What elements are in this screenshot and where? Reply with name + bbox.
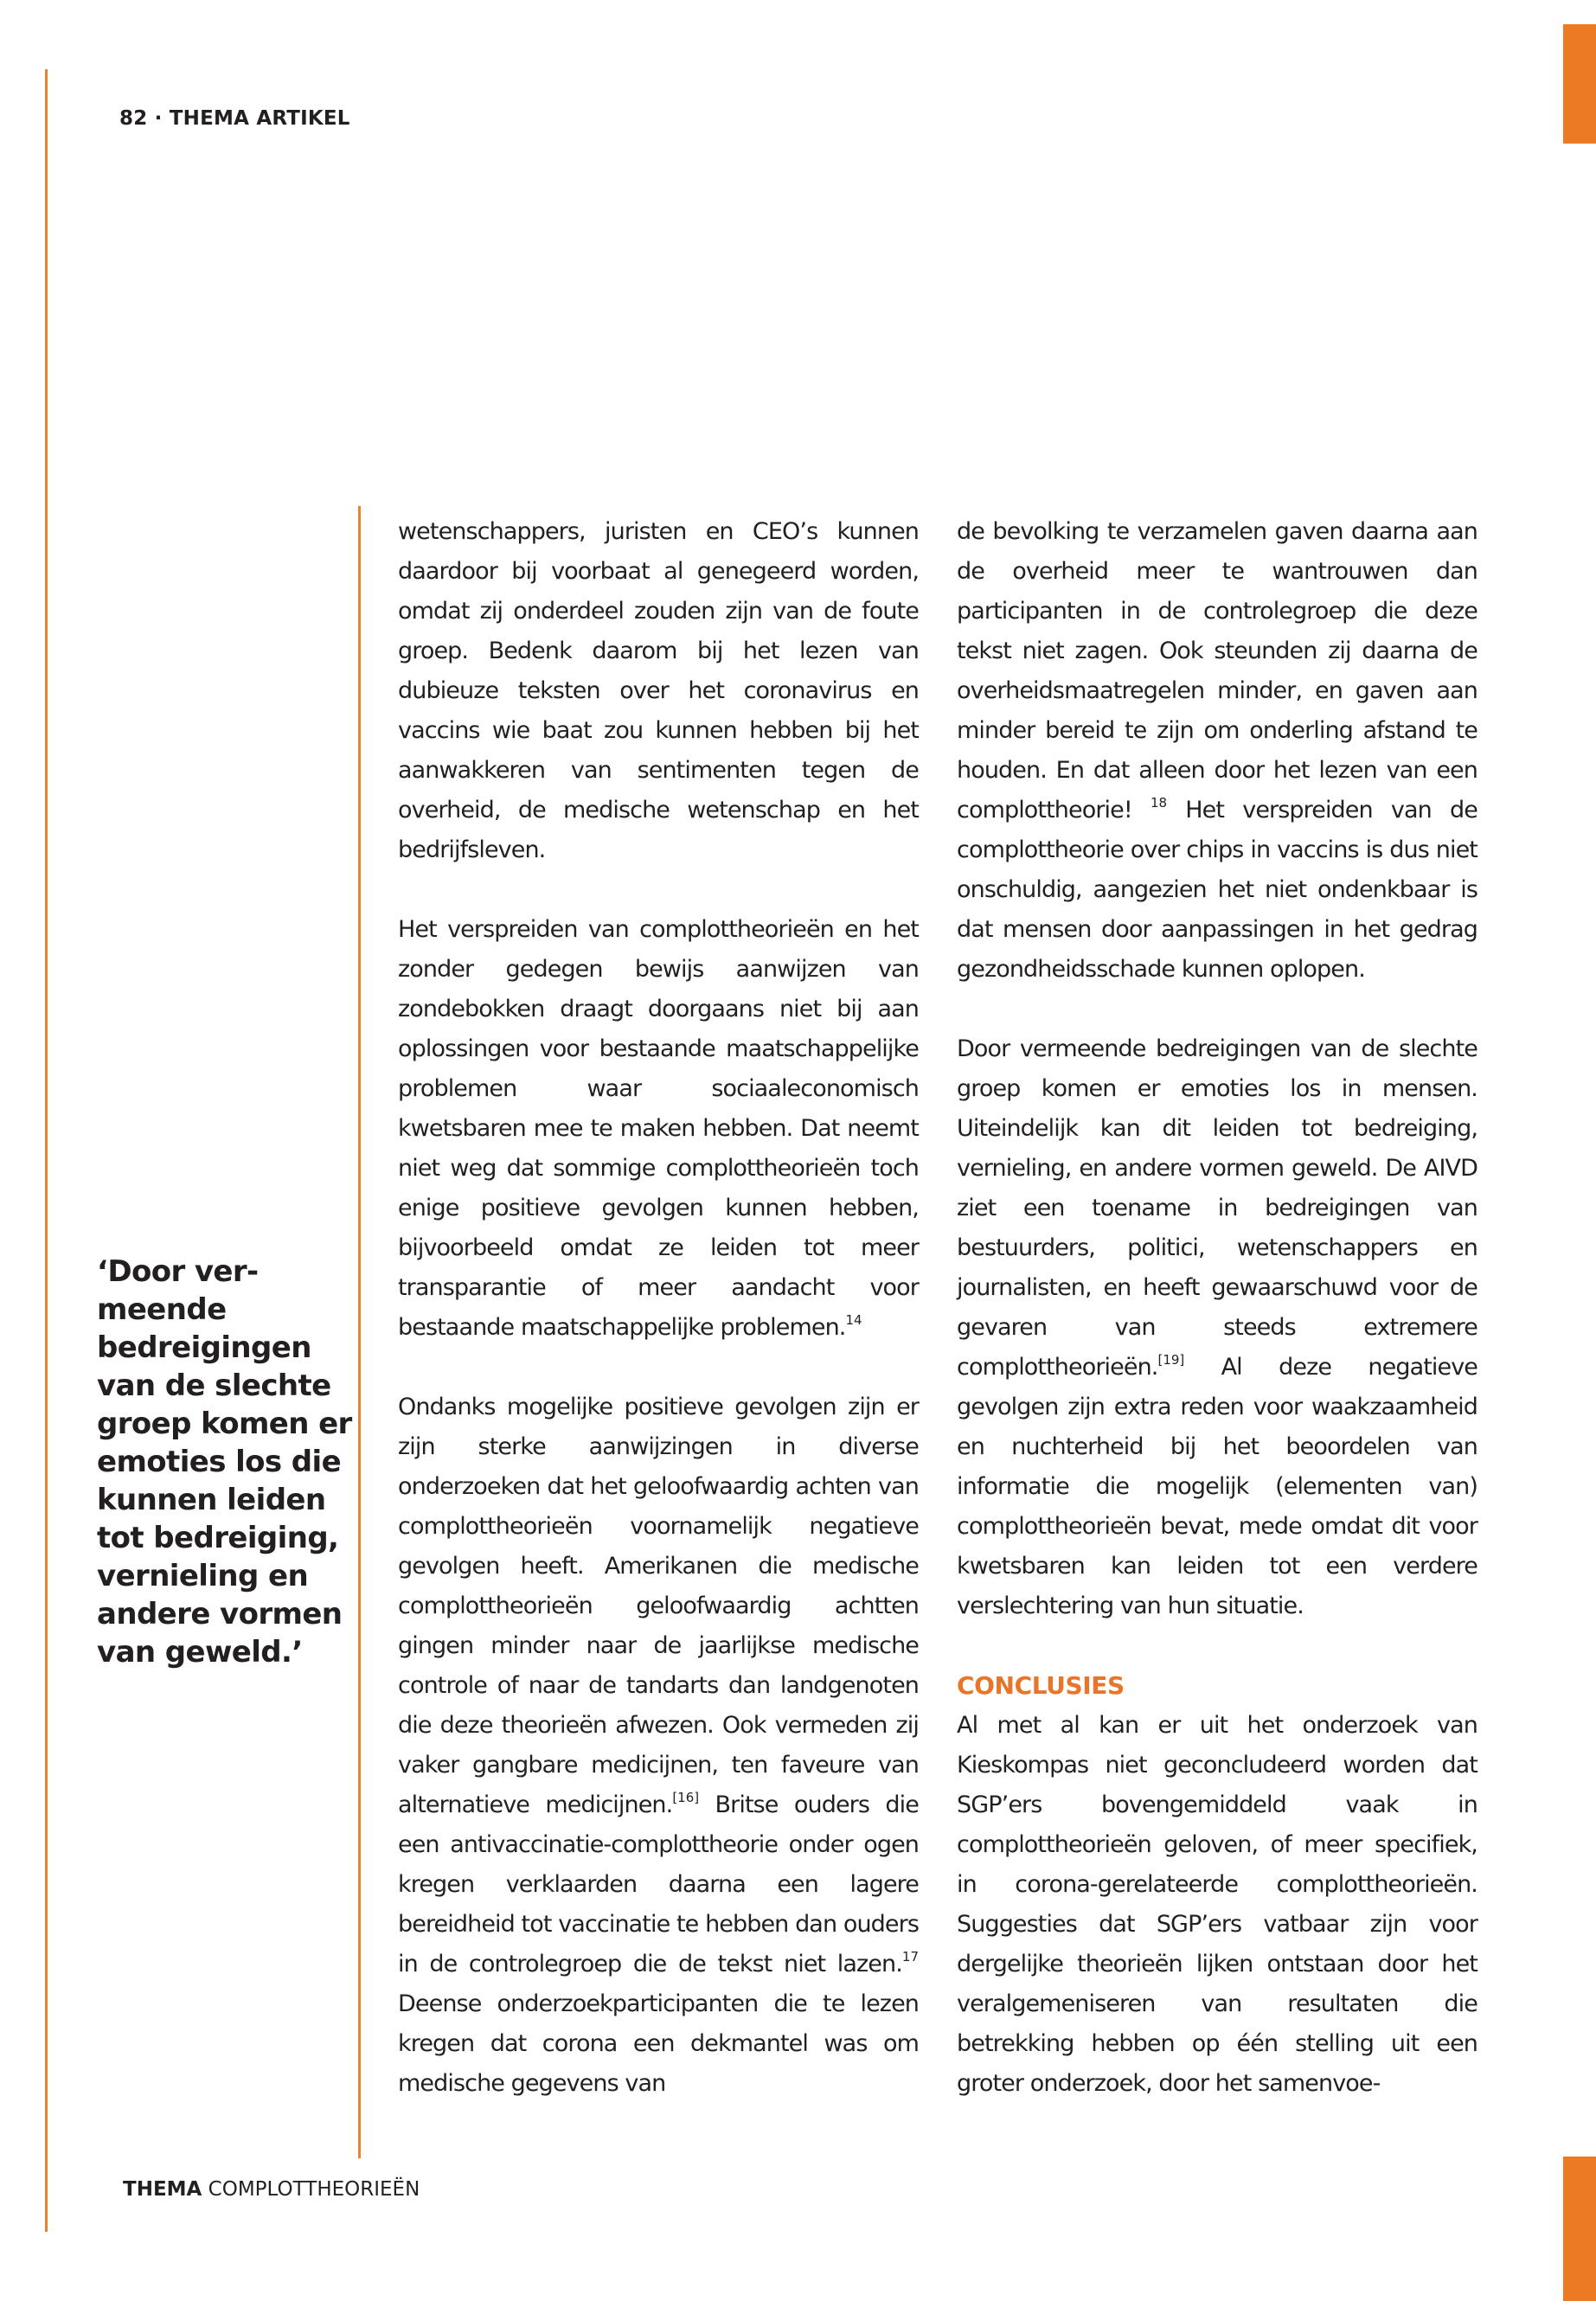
paragraph: de bevolking te verzamelen gaven daarna aan de overheid meer te wantrouwen dan participanten in de controlegroep die deze tekst niet zagen. Ook steunden zij daarna de overheidsmaatregelen minder, en gaven aan minder bereid te zijn om onderling afstand te houden. En dat alleen door het lezen van een complottheorie! $^{18}$ Het verspreiden van de complottheorie over chips in vaccins is dus niet onschuldig, aangezien het niet ondenkbaar is dat mensen door aanpassingen in het gedrag gezondheidsschade kunnen oplopen. — [957, 518, 1477, 983]
column-divider-rule — [358, 506, 361, 2158]
footnote-ref: [16] — [672, 1790, 700, 1805]
footnote-ref: [19] — [1157, 1352, 1185, 1368]
footer-bold: THEMA — [123, 2178, 202, 2201]
page-number: 82 — [119, 107, 148, 130]
section-label: THEMA ARTIKEL — [169, 107, 350, 130]
paragraph: Het verspreiden van complottheorieën en het zonder gedegen bewijs aanwijzen van zondebokken draagt doorgaans niet bij aan oplossingen voor bestaande maatschappelijke problemen waar sociaaleconomisch kwetsbaren mee te maken hebben. Dat neemt niet weg dat sommige complottheorieën toch enige positieve gevolgen kunnen hebben, bijvoorbeeld omdat ze leiden tot meer transparantie of meer aandacht voor bestaande maatschappelijke problemen.$^{14}$ — [398, 916, 919, 1341]
left-margin-rule — [45, 69, 48, 2232]
text-column-right — [957, 512, 1477, 2104]
paragraph: wetenschappers, juristen en CEO’s kunnen daardoor bij voorbaat al genegeerd worden, omdat zij onderdeel zouden zijn van de foute groep. Bedenk daarom bij het lezen van dubieuze teksten over het coronavirus en vaccins wie baat zou kunnen hebben bij het aanwakkeren van sentimenten tegen de overheid, de medische wetenschap en het bedrijfsleven. — [398, 518, 919, 863]
footnote-ref: 18 — [1150, 795, 1168, 811]
footnote-ref: 14 — [845, 1312, 862, 1328]
section-heading: CONCLUSIES — [957, 1671, 1125, 1700]
top-edge-tab — [1563, 24, 1596, 144]
footnote-ref: 17 — [901, 1949, 919, 1965]
footer-title: COMPLOTTHEORIEËN — [202, 2178, 420, 2201]
header-separator: · — [154, 107, 163, 130]
running-footer — [123, 2178, 420, 2201]
bottom-edge-tab — [1563, 2157, 1596, 2301]
running-header — [119, 107, 350, 130]
paragraph: Ondanks mogelijke positieve gevolgen zijn er zijn sterke aanwijzingen in diverse onderzoeken dat het geloofwaardig achten van complottheorieën voornamelijk negatieve gevolgen heeft. Amerikanen die medische complottheorieën geloofwaardig achtten gingen minder naar de jaarlijkse medische controle of naar de tandarts dan landgenoten die deze theorieën afwezen. Ook vermeden zij vaker gangbare medicijnen, ten faveure van alternatieve medicijnen.[16] Britse ouders die een antivaccinatie-complottheorie onder ogen kregen verklaarden daarna een lagere bereidheid tot vaccinatie te hebben dan ouders in de controlegroep die de tekst niet lazen.$^{17}$ Deense onderzoekparticipanten die te lezen kregen dat corona een dekmantel was om medische gegevens van — [398, 1394, 919, 2097]
pull-quote: ‘Door ver-meende bedreigingen van de slechte groep komen er emoties los die kunnen leiden tot bedreiging, vernieling en andere vormen van geweld.’ — [97, 1254, 352, 1670]
paragraph: Door vermeende bedreigingen van de slechte groep komen er emoties los in mensen. Uiteindelijk kan dit leiden tot bedreiging, vernieling, en andere vormen geweld. De AIVD ziet een toename in bedreigingen van bestuurders, politici, wetenschappers en journalisten, en heeft gewaarschuwd voor de gevaren van steeds extremere complottheorieën.[19] Al deze negatieve gevolgen zijn extra reden voor waakzaamheid en nuchterheid bij het beoordelen van informatie die mogelijk (elementen van) complottheorieën bevat, mede omdat dit voor kwetsbaren kan leiden tot een verdere verslechtering van hun situatie. — [957, 1035, 1477, 1619]
paragraph: Al met al kan er uit het onderzoek van Kieskompas niet geconcludeerd worden dat SGP’ers bovengemiddeld vaak in complottheorieën geloven, of meer specifiek, in corona-gerelateerde complottheorieën. Suggesties dat SGP’ers vatbaar zijn voor dergelijke theorieën lijken ontstaan door het veralgemeniseren van resultaten die betrekking hebben op één stelling uit een groter onderzoek, door het samenvoe- — [957, 1712, 1477, 2097]
text-column-left — [398, 512, 919, 2104]
